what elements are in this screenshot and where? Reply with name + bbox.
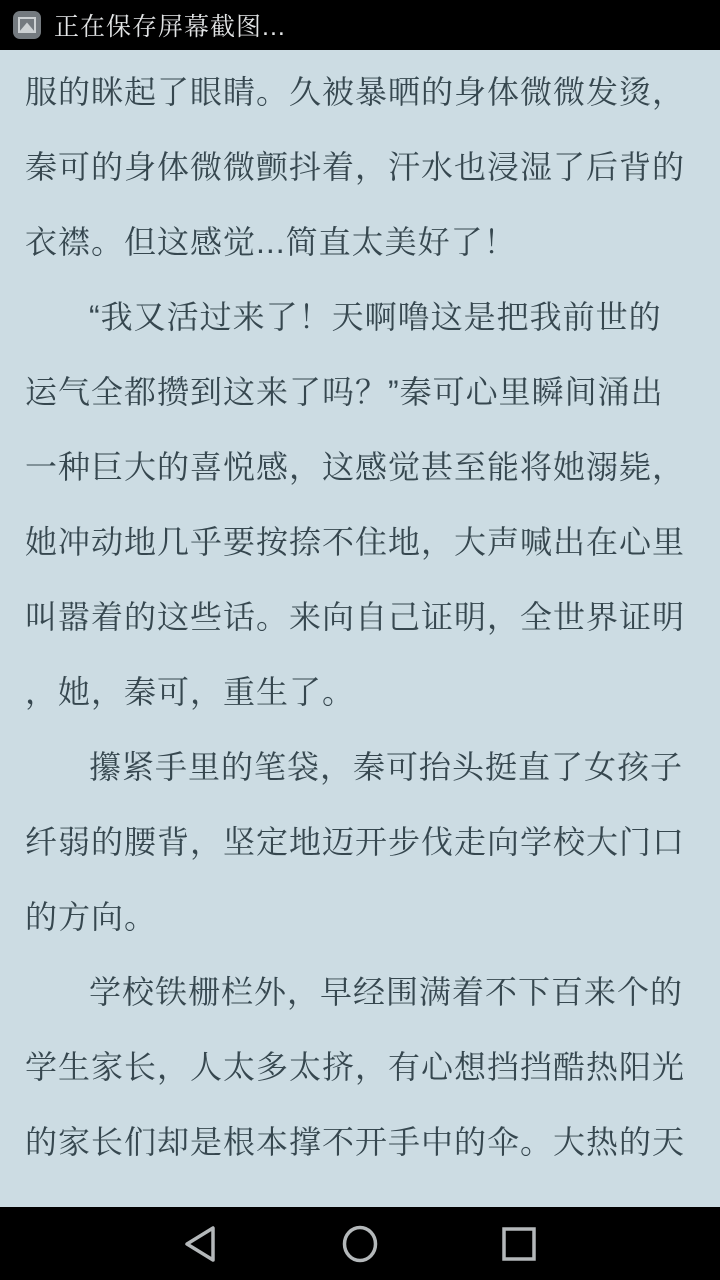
status-notification-text: 正在保存屏幕截图... — [54, 13, 286, 41]
recents-button[interactable] — [495, 1220, 543, 1268]
home-button[interactable] — [336, 1220, 384, 1268]
back-button[interactable] — [176, 1220, 224, 1268]
reader-text-line: 她冲动地几乎要按捺不住地，大声喊出在心里 — [25, 524, 686, 560]
reader-text-line: 纤弱的腰背，坚定地迈开步伐走向学校大门口 — [25, 824, 686, 860]
reader-text-line: 的家长们却是根本撑不开手中的伞。大热的天 — [25, 1124, 686, 1160]
back-triangle-icon — [182, 1225, 218, 1263]
reader-text-line: 服的眯起了眼睛。久被暴晒的身体微微发烫， — [25, 74, 686, 110]
android-nav-bar — [0, 1207, 720, 1280]
reader-text-line: “我又活过来了！天啊噜这是把我前世的 — [89, 299, 662, 335]
reader-text-line: 的方向。 — [25, 899, 158, 935]
reader-text-line: 秦可的身体微微颤抖着，汗水也浸湿了后背的 — [25, 149, 686, 185]
reader-text-line: 叫嚣着的这些话。来向自己证明，全世界证明 — [25, 599, 686, 635]
reader-text-line: ，她，秦可，重生了。 — [25, 674, 356, 710]
reader-lines — [25, 55, 695, 1180]
home-circle-icon — [341, 1225, 379, 1263]
reader-text-line: 衣襟。但这感觉...简直太美好了！ — [25, 224, 517, 260]
reader-text-line: 一种巨大的喜悦感，这感觉甚至能将她溺毙， — [25, 449, 686, 485]
reader-page[interactable] — [0, 50, 720, 1207]
reader-text-line: 攥紧手里的笔袋，秦可抬头挺直了女孩子 — [89, 749, 684, 785]
recents-square-icon — [501, 1226, 537, 1262]
screenshot-notification-icon — [12, 10, 42, 40]
reader-text-line: 运气全都攒到这来了吗？”秦可心里瞬间涌出 — [25, 374, 664, 410]
status-bar — [0, 0, 720, 50]
reader-text-line: 学生家长，人太多太挤，有心想挡挡酷热阳光 — [25, 1049, 686, 1085]
reader-text-line: 学校铁栅栏外，早经围满着不下百来个的 — [89, 974, 684, 1010]
